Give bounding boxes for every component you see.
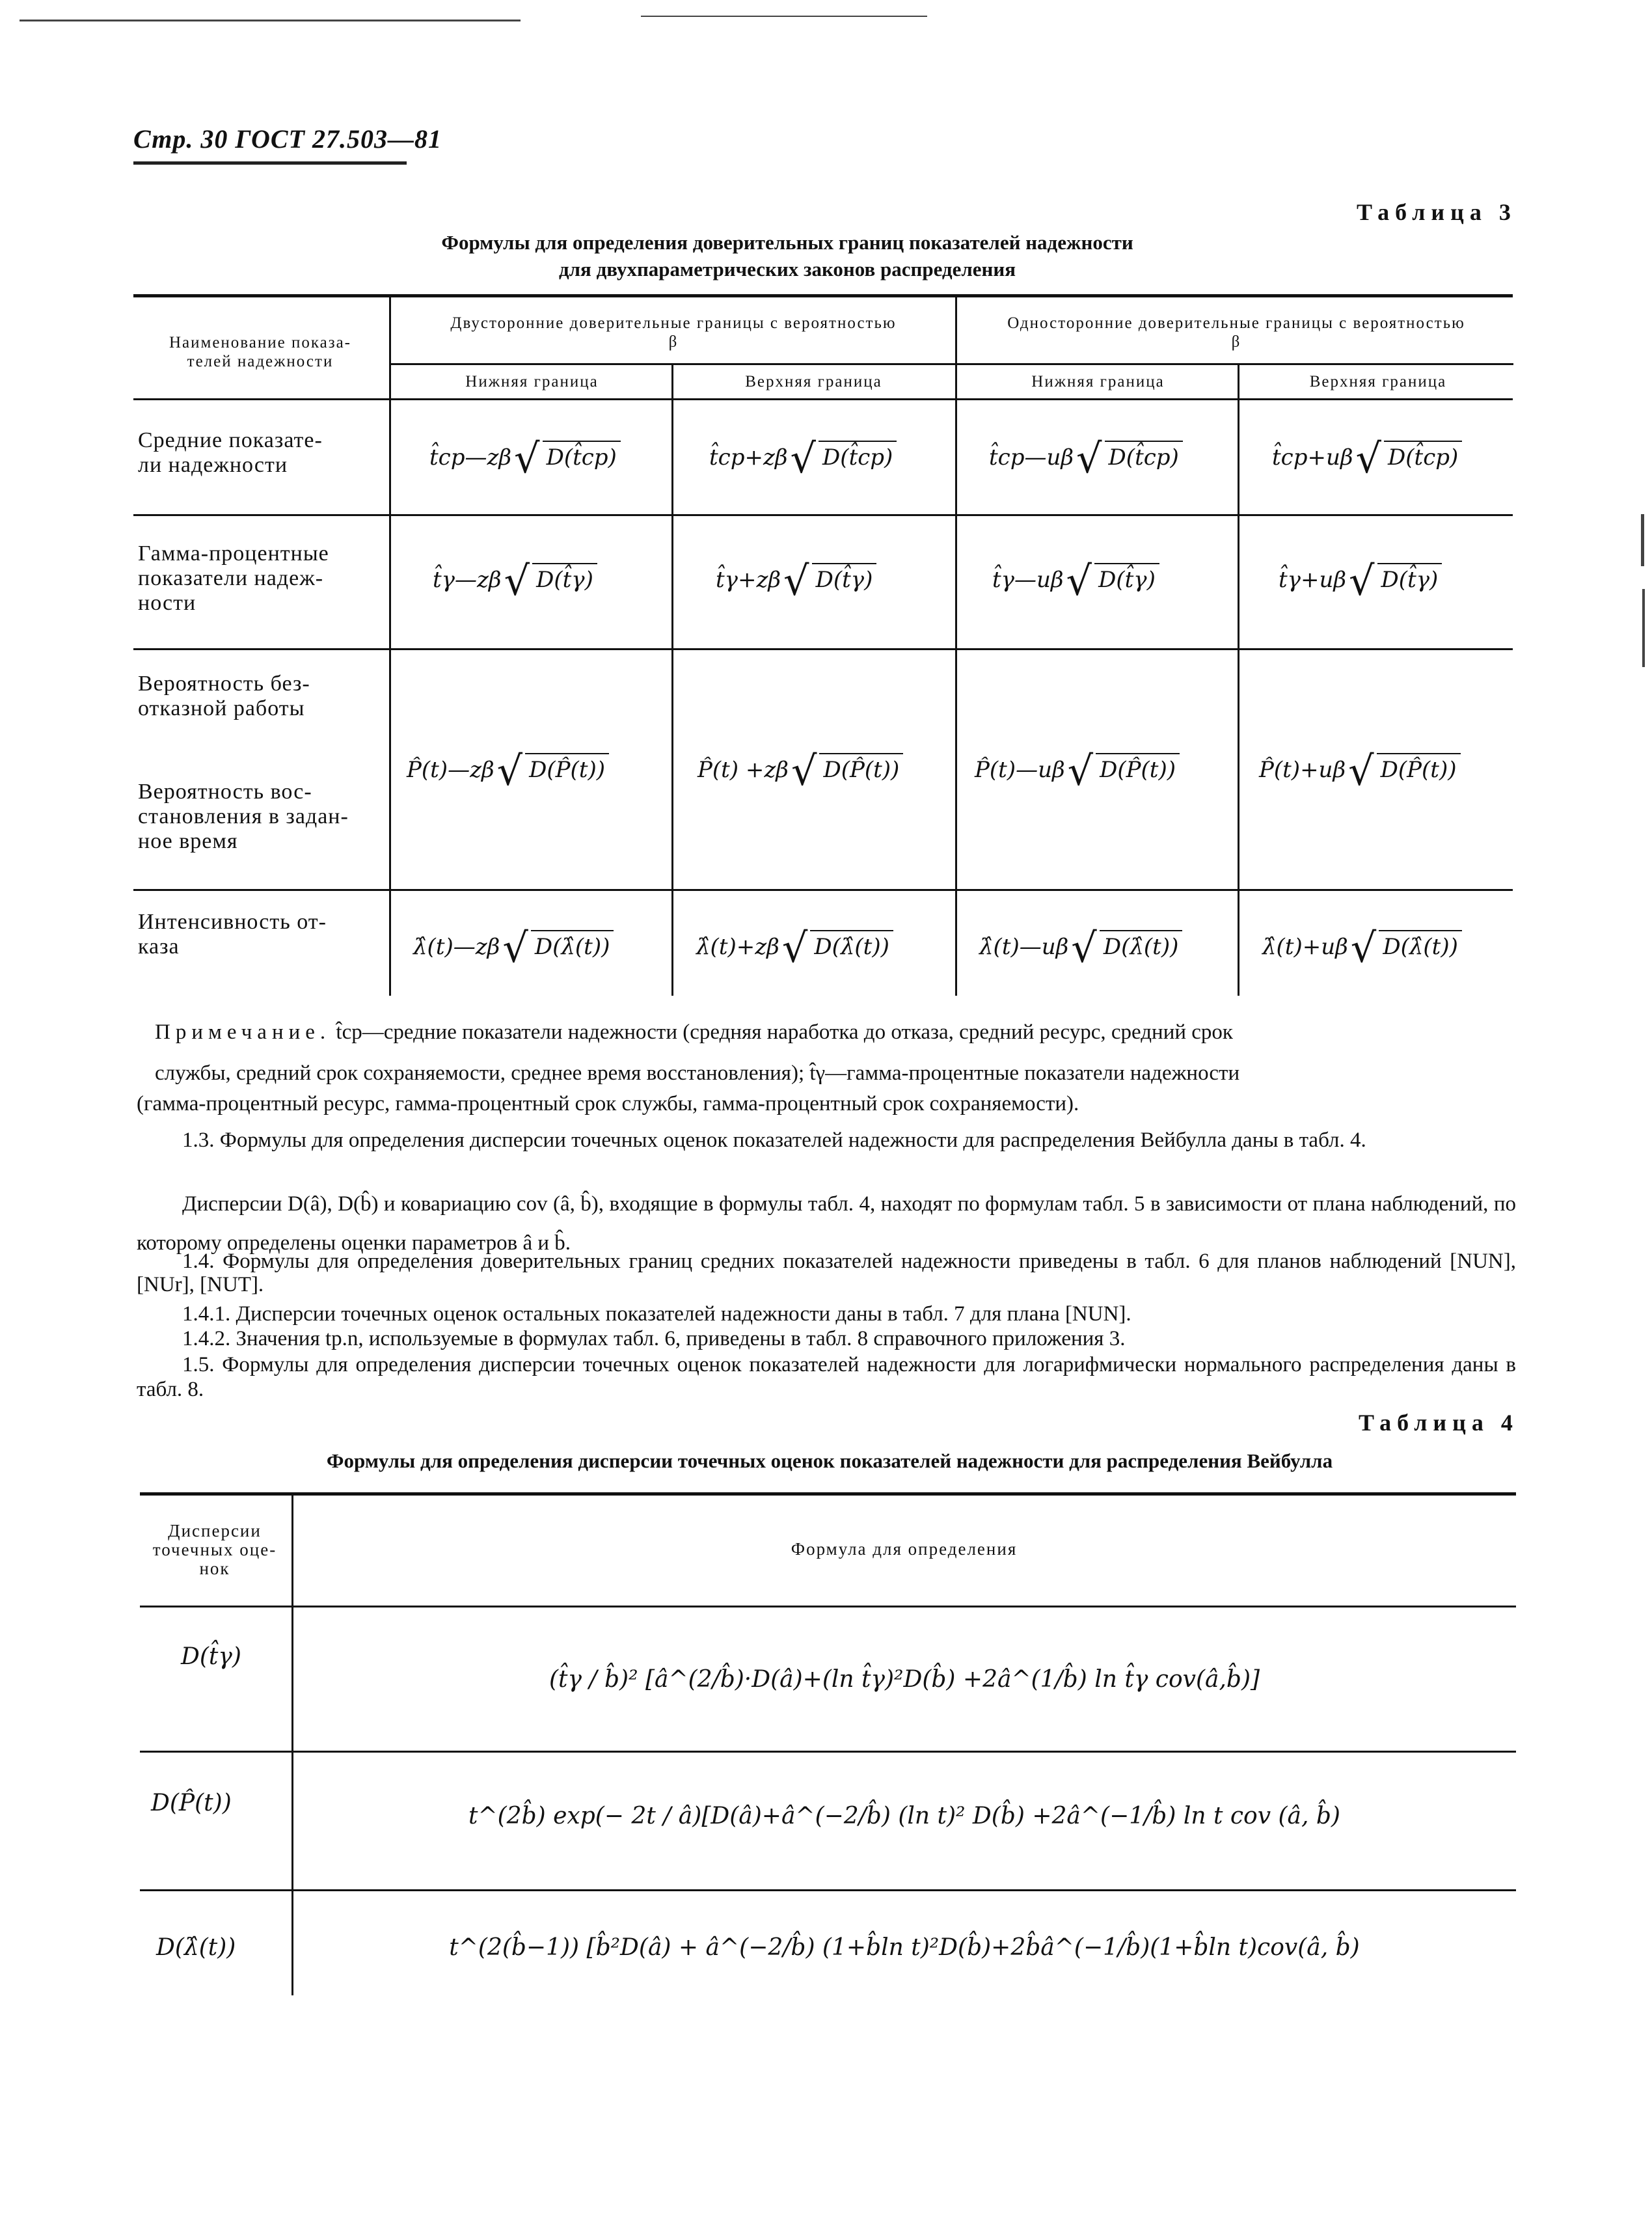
page-header	[133, 124, 442, 154]
table3-header-bottom-rule	[133, 398, 1513, 400]
table3-top-rule	[133, 294, 1513, 297]
table3-title-line2: для двухпараметрических законов распределения	[558, 258, 1016, 280]
table4-row-rule-2	[140, 1889, 1516, 1891]
paragraph-dispersions: Дисперсии D(â), D(b̂) и ковариацию cov (â, b̂), входящие в формулы табл. 4, находят по формулам табл. 5 в зависимости от плана наблюдений, по которому определены оценки параметров â и b̂.	[137, 1192, 1516, 1255]
table3-row-name-reliability: Вероятность без- отказной работы	[138, 672, 310, 720]
table3-two-sided-header: Двусторонние доверительные границы с вероятностью β	[450, 314, 897, 351]
table3-one-sided-header: Односторонние доверительные границы с вероятностью β	[1007, 314, 1465, 351]
table3-formula-prob-lower-two: P̂(t)—zβ√ D(P̂(t))	[407, 747, 609, 795]
table4-row-name-gamma: D(t̂γ)	[181, 1643, 241, 1670]
paragraph-1-4: 1.4. Формулы для определения доверительных границ средних показателей надежности приведены в табл. 6 для планов наблюдений [NUN], [NUr], [NUT].	[137, 1250, 1516, 1296]
table3-formula-lambda-lower-two: λ̂(t)—zβ√ D(λ̂(t))	[413, 924, 614, 972]
note-line1: t̂ср—средние показатели надежности (средняя наработка до отказа, средний ресурс, средний срок	[336, 1020, 1233, 1044]
table3-lower-header-1: Нижняя граница	[465, 373, 599, 390]
paragraph-1-4-2: 1.4.2. Значения tp.n, используемые в формулах табл. 6, приведены в табл. 8 справочного приложения 3.	[182, 1327, 1126, 1350]
table3-formula-gamma-upper-two: t̂γ+zβ√ D(t̂γ)	[716, 557, 876, 605]
table3-vline-2	[671, 364, 673, 996]
table4-label: Таблица 4	[1359, 1410, 1519, 1436]
table3-formula-gamma-upper-one: t̂γ+uβ√ D(t̂γ)	[1279, 557, 1442, 605]
note-line3: (гамма-процентный ресурс, гамма-процентный срок службы, гамма-процентный срок сохраняемости).	[137, 1092, 1079, 1115]
table3-subheader-rule	[389, 363, 1513, 365]
table3-formula-prob-upper-one: P̂(t)+uβ√ D(P̂(t))	[1259, 747, 1461, 795]
table4-row-name-lambda: D(λ̂(t))	[156, 1934, 236, 1961]
table4-vline	[291, 1494, 293, 1995]
table3-formula-lambda-lower-one: λ̂(t)—uβ√ D(λ̂(t))	[979, 924, 1182, 972]
table4-formula-gamma: (t̂γ / b̂)² [â^(2/b̂)·D(â)+(ln t̂γ)²D(b̂) +2â^(1/b̂) ln t̂γ cov(â,b̂)]	[548, 1666, 1260, 1693]
page-header-text: Стр. 30 ГОСТ 27.503—81	[133, 124, 442, 154]
table3-row-name-restoration: Вероятность вос- становления в задан- ное время	[138, 780, 349, 853]
table3-formula-gamma-lower-two: t̂γ—zβ√ D(t̂γ)	[433, 557, 597, 605]
table3-title-line1: Формулы для определения доверительных границ показателей надежности	[441, 231, 1133, 254]
table3-row-rule-3	[133, 889, 1513, 891]
table3-label: Таблица 3	[1357, 199, 1517, 225]
scan-artifact-right-edge	[1641, 514, 1644, 566]
table3-vline-4	[1238, 364, 1239, 996]
scan-artifact-top-left	[20, 20, 521, 21]
table3-formula-lambda-upper-one: λ̂(t)+uβ√ D(λ̂(t))	[1262, 924, 1462, 972]
paragraph-1-4-1: 1.4.1. Дисперсии точечных оценок остальных показателей надежности даны в табл. 7 для плана [NUN].	[182, 1302, 1131, 1326]
table3-formula-mean-lower-one: t̂ср—uβ√ D(t̂ср)	[989, 435, 1183, 482]
table3-row-name-mean: Средние показате- ли надежности	[138, 428, 323, 477]
paragraph-1-3: 1.3. Формулы для определения дисперсии точечных оценок показателей надежности для распределения Вейбулла даны в табл. 4.	[182, 1128, 1366, 1152]
table4-top-rule	[140, 1492, 1516, 1496]
paragraph-1-5: 1.5. Формулы для определения дисперсии точечных оценок показателей надежности для логарифмически нормального распределения даны в табл. 8.	[137, 1353, 1516, 1401]
table3-formula-mean-upper-two: t̂ср+zβ√ D(t̂ср)	[709, 435, 897, 482]
scan-artifact-top-mid	[641, 16, 927, 17]
table3-lower-header-2: Нижняя граница	[1031, 373, 1165, 390]
table3-upper-header-1: Верхняя граница	[745, 373, 882, 390]
table4-col2-header: Формула для определения	[791, 1539, 1018, 1559]
table4-row-rule-1	[140, 1751, 1516, 1753]
table3-formula-gamma-lower-one: t̂γ—uβ√ D(t̂γ)	[992, 557, 1159, 605]
table3-title	[299, 229, 1275, 282]
table3-col-name-header: Наименование показа- телей надежности	[169, 334, 352, 370]
table4-col1-header: Дисперсии точечных оце- нок	[152, 1521, 277, 1578]
page-header-rule	[133, 161, 407, 165]
table3-row-rule-1	[133, 514, 1513, 516]
note-label: Примечание.	[155, 1020, 331, 1044]
table3-row-name-gamma: Гамма-процентные показатели надеж- ности	[138, 541, 329, 615]
table3-formula-lambda-upper-two: λ̂(t)+zβ√ D(λ̂(t))	[696, 924, 893, 972]
table3-row-name-failure-rate: Интенсивность от- каза	[138, 910, 327, 959]
scan-artifact-right-edge-2	[1642, 589, 1645, 667]
table3-formula-mean-upper-one: t̂ср+uβ√ D(t̂ср)	[1272, 435, 1462, 482]
table3-row-rule-2	[133, 648, 1513, 650]
table3-formula-prob-upper-two: P̂(t) +zβ√ D(P̂(t))	[697, 747, 903, 795]
table4-formula-lambda: t^(2(b̂−1)) [b̂²D(â) + â^(−2/b̂) (1+b̂ln t)²D(b̂)+2b̂â^(−1/b̂)(1+b̂ln t)cov(â, b̂)	[449, 1934, 1360, 1961]
table3-vline-1	[389, 296, 391, 996]
table3-formula-mean-lower-two: t̂ср—zβ√ D(t̂ср)	[429, 435, 621, 482]
table4-header-bottom-rule	[140, 1606, 1516, 1607]
table4-title: Формулы для определения дисперсии точечных оценок показателей надежности для распределения Вейбулла	[326, 1449, 1333, 1472]
note-line2: службы, средний срок сохраняемости, среднее время восстановления); t̂γ—гамма-процентные показатели надежности	[155, 1061, 1240, 1085]
table4-formula-prob: t^(2b̂) exp(− 2t / â)[D(â)+â^(−2/b̂) (ln t)² D(b̂) +2â^(−1/b̂) ln t cov (â, b̂)	[468, 1803, 1340, 1829]
table3-vline-3	[955, 296, 957, 996]
table3-formula-prob-lower-one: P̂(t)—uβ√ D(P̂(t))	[975, 747, 1180, 795]
table4-row-name-prob: D(P̂(t))	[151, 1790, 232, 1816]
table3-note	[155, 1019, 1515, 1046]
table3-upper-header-2: Верхняя граница	[1309, 373, 1447, 390]
